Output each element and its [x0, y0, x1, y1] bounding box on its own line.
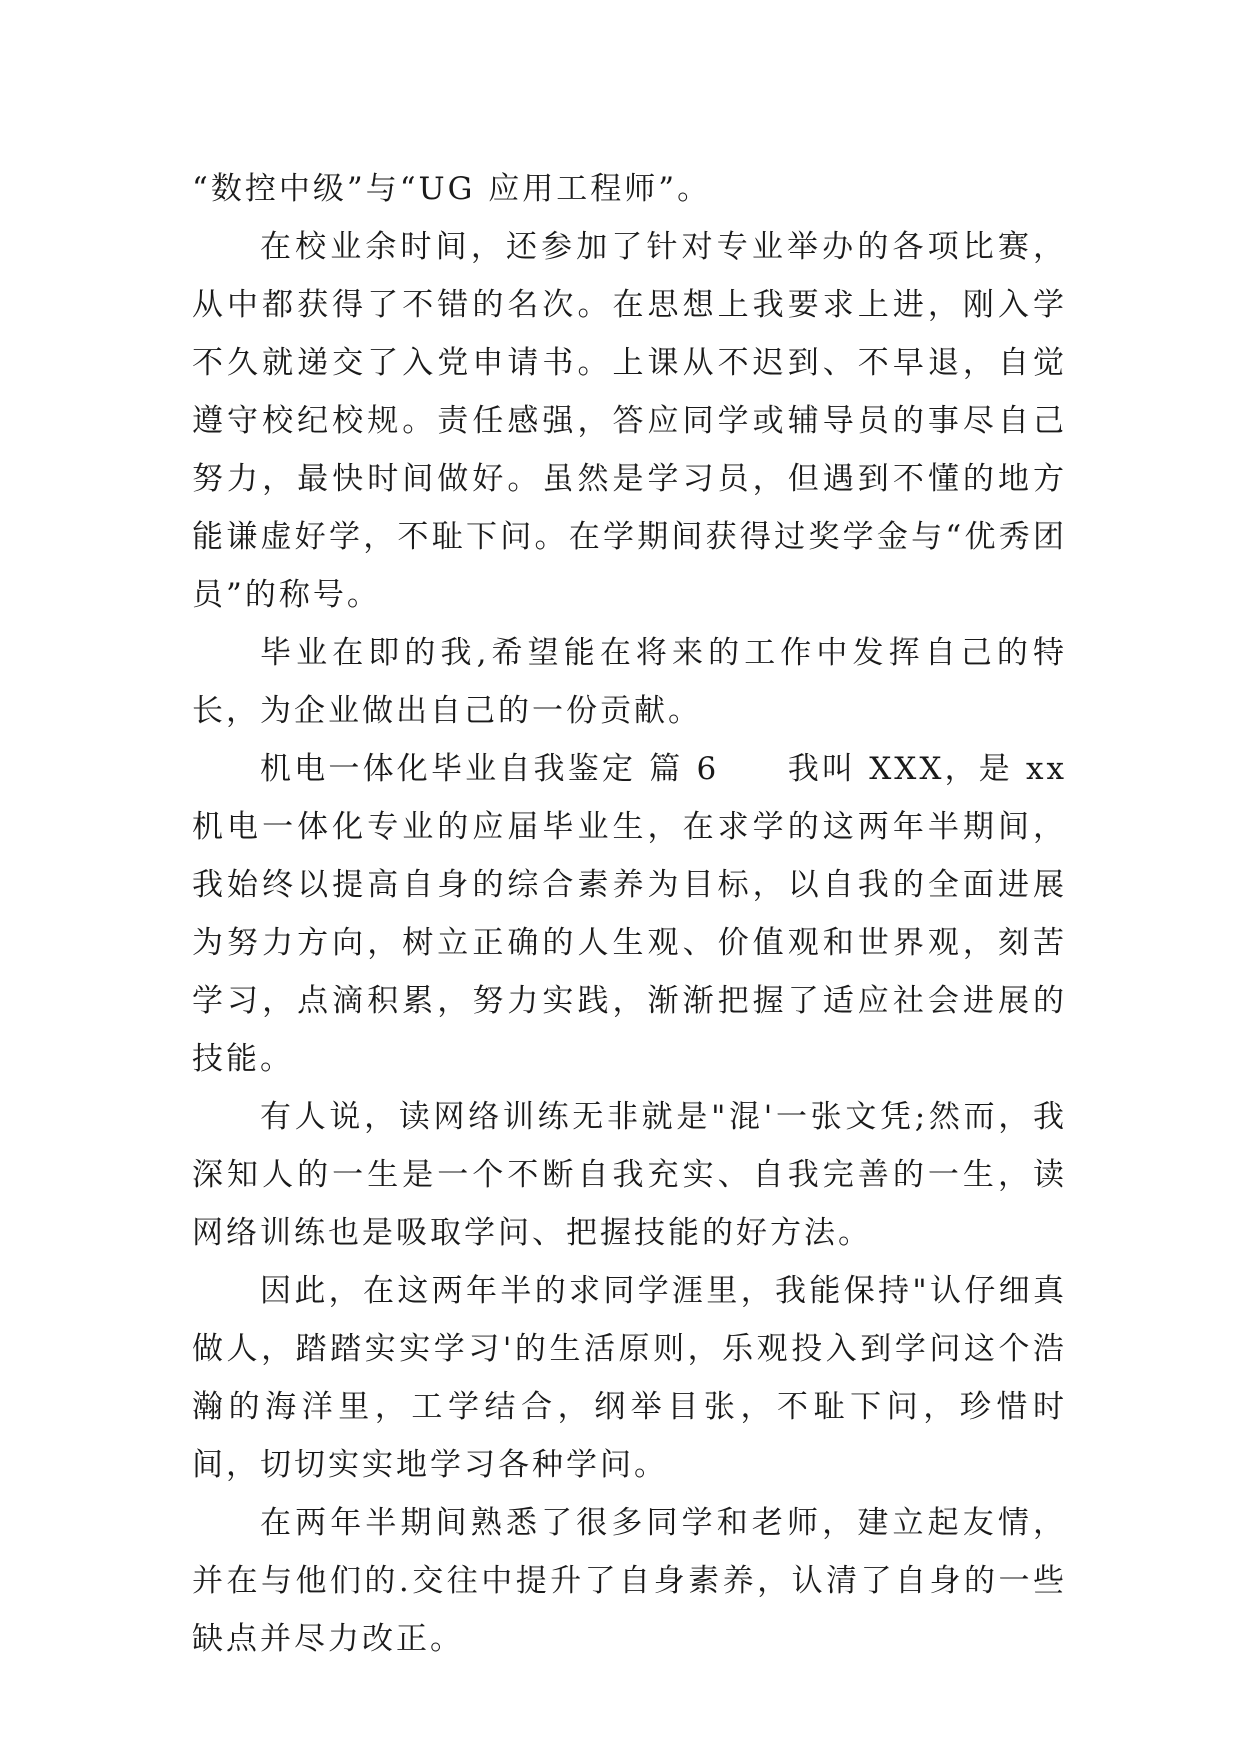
paragraph: 在校业余时间，还参加了针对专业举办的各项比赛，从中都获得了不错的名次。在思想上我要求上进，刚入学不久就递交了入党申请书。上课从不迟到、不早退，自觉遵守校纪校规。责任感强，答应同学或辅导员的事尽自己努力，最快时间做好。虽然是学习员，但遇到不懂的地方能谦虚好学，不耻下问。在学期间获得过奖学金与“优秀团员”的称号。	[192, 229, 1067, 613]
paragraph: 机电一体化毕业自我鉴定 篇 6 我叫 XXX，是 xx 机电一体化专业的应届毕业生，在求学的这两年半期间，我始终以提高自身的综合素养为目标，以自我的全面进展为努力方向，树立正确的人生观、价值观和世界观，刻苦学习，点滴积累，努力实践，渐渐把握了适应社会进展的技能。	[192, 751, 1067, 1077]
paragraph: 毕业在即的我,希望能在将来的工作中发挥自己的特长，为企业做出自己的一份贡献。	[192, 635, 1067, 729]
paragraph: 因此，在这两年半的求同学涯里，我能保持"认仔细真做人，踏踏实实学习'的生活原则，乐观投入到学问这个浩瀚的海洋里，工学结合，纲举目张，不耻下问，珍惜时间，切切实实地学习各种学问。	[192, 1273, 1067, 1483]
paragraph: 有人说，读网络训练无非就是"混'一张文凭;然而，我深知人的一生是一个不断自我充实、自我完善的一生，读网络训练也是吸取学问、把握技能的好方法。	[192, 1099, 1067, 1251]
paragraph: 在两年半期间熟悉了很多同学和老师，建立起友情，并在与他们的.交往中提升了自身素养，认清了自身的一些缺点并尽力改正。	[192, 1505, 1067, 1657]
document-page	[192, 160, 1067, 1668]
paragraph: “数控中级”与“UG 应用工程师”。	[192, 171, 712, 207]
